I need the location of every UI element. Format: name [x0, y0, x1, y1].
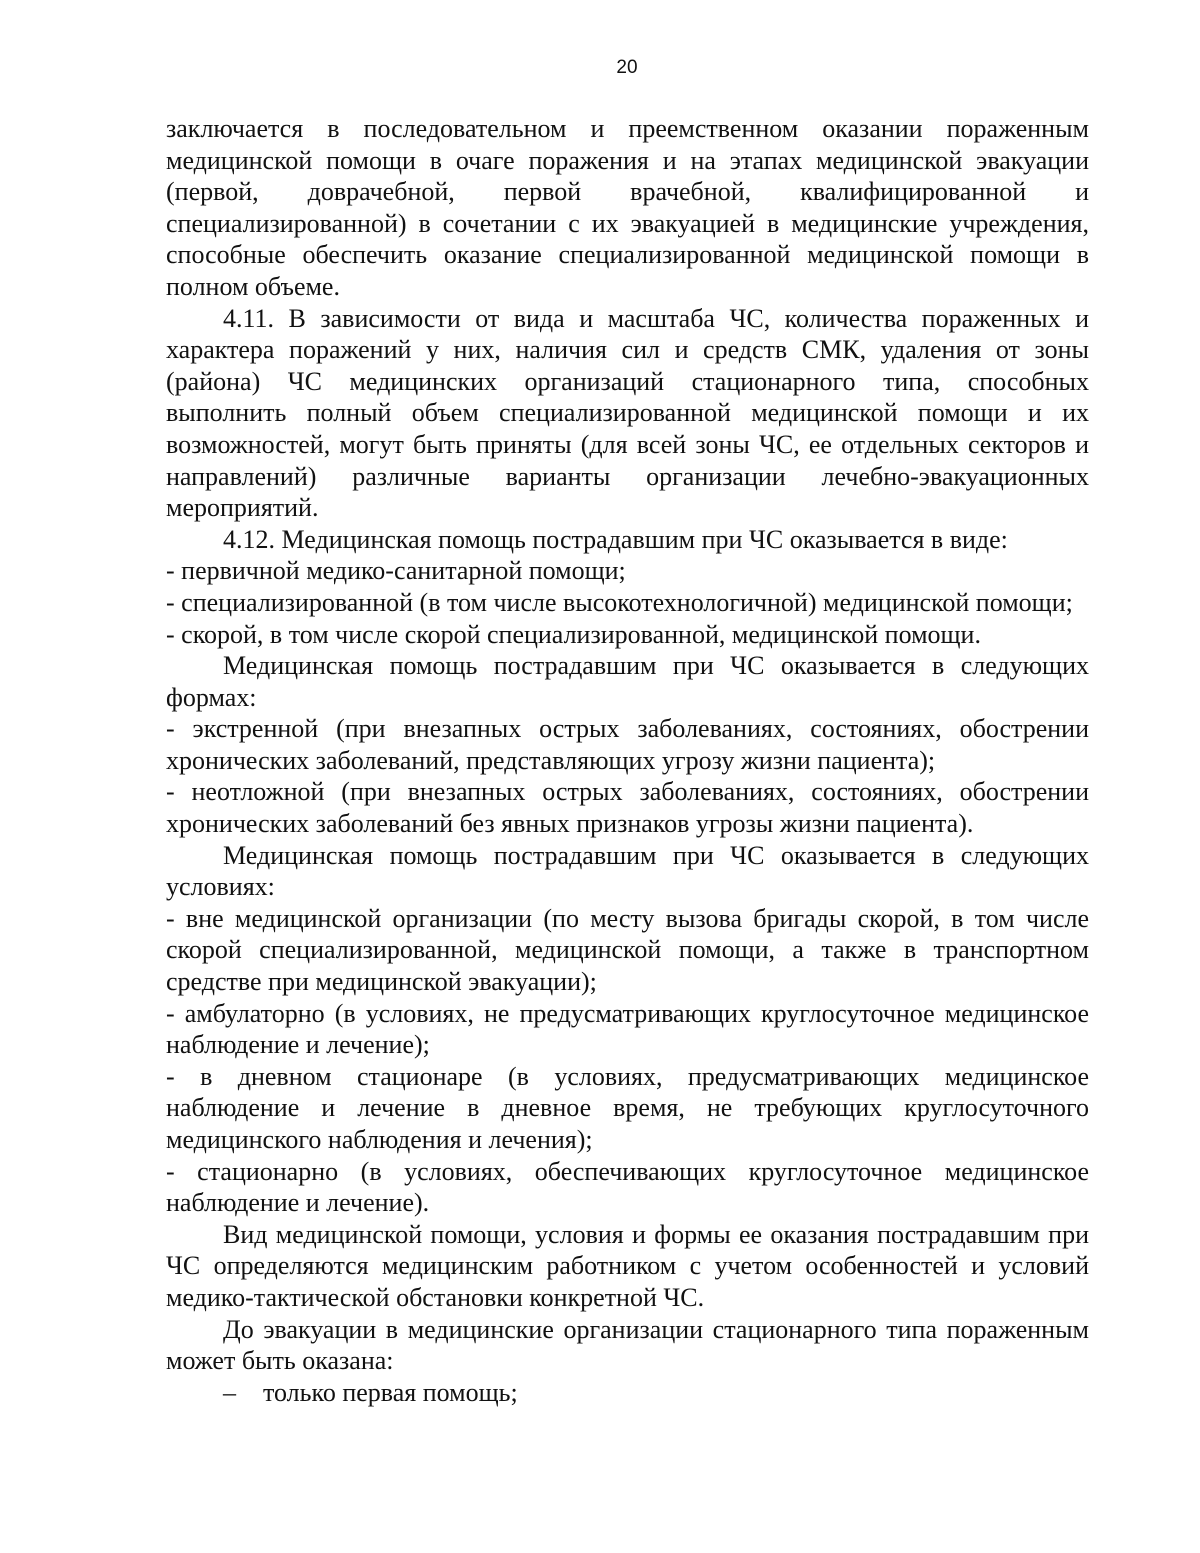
list-item: - в дневном стационаре (в условиях, предусматривающих медицинское наблюдение и лечение в дневное время, не требующих круглосуточного медицинского наблюдения и лечения);	[166, 1061, 1089, 1154]
dash-marker: –	[223, 1377, 236, 1407]
page-number: 20	[616, 57, 638, 78]
list-item: - скорой, в том числе скорой специализированной, медицинской помощи.	[166, 619, 981, 649]
paragraph: заключается в последовательном и преемственном оказании пораженным медицинской помощи в очаге поражения и на этапах медицинской эвакуации (первой, доврачебной, первой врачебной, квалифицированной и специализированной) в сочетании с их эвакуацией в медицинские учреждения, способные обеспечить оказание специализированной медицинской помощи в полном объеме.	[166, 114, 1089, 301]
paragraph: Медицинская помощь пострадавшим при ЧС оказывается в следующих формах:	[166, 651, 1089, 712]
list-item: - экстренной (при внезапных острых заболеваниях, состояниях, обострении хронических заболеваний, представляющих угрозу жизни пациента);	[166, 714, 1089, 775]
paragraph: Вид медицинской помощи, условия и формы ее оказания пострадавшим при ЧС определяются медицинским работником с учетом особенностей и условий медико-тактической обстановки конкретной ЧС.	[166, 1219, 1089, 1312]
list-item: - первичной медико-санитарной помощи;	[166, 556, 626, 586]
list-item: - вне медицинской организации (по месту вызова бригады скорой, в том числе скорой специализированной, медицинской помощи, а также в транспортном средстве при медицинской эвакуации);	[166, 903, 1089, 997]
document-body	[166, 113, 1089, 1408]
paragraph: Медицинская помощь пострадавшим при ЧС оказывается в следующих условиях:	[166, 840, 1089, 902]
dash-list-item-text: только первая помощь;	[263, 1377, 518, 1407]
dash-list-item	[166, 1377, 1089, 1409]
list-item: - неотложной (при внезапных острых заболеваниях, состояниях, обострении хронических заболеваний без явных признаков угрозы жизни пациента).	[166, 777, 1089, 839]
paragraph: 4.11. В зависимости от вида и масштаба ЧС, количества пораженных и характера поражений у них, наличия сил и средств СМК, удаления от зоны (района) ЧС медицинских организаций стационарного типа, способных выполнить полный объем специализированной медицинской помощи и их возможностей, могут быть приняты (для всей зоны ЧС, ее отдельных секторов и направлений) различные варианты организации лечебно-эвакуационных мероприятий.	[166, 303, 1089, 523]
paragraph: 4.12. Медицинская помощь пострадавшим при ЧС оказывается в виде:	[223, 524, 1008, 554]
list-item: - специализированной (в том числе высокотехнологичной) медицинской помощи;	[166, 587, 1073, 617]
list-item: - амбулаторно (в условиях, не предусматривающих круглосуточное медицинское наблюдение и лечение);	[166, 998, 1089, 1060]
list-item: - стационарно (в условиях, обеспечивающих круглосуточное медицинское наблюдение и лечение).	[166, 1156, 1089, 1218]
paragraph: До эвакуации в медицинские организации стационарного типа пораженным может быть оказана:	[166, 1314, 1089, 1376]
